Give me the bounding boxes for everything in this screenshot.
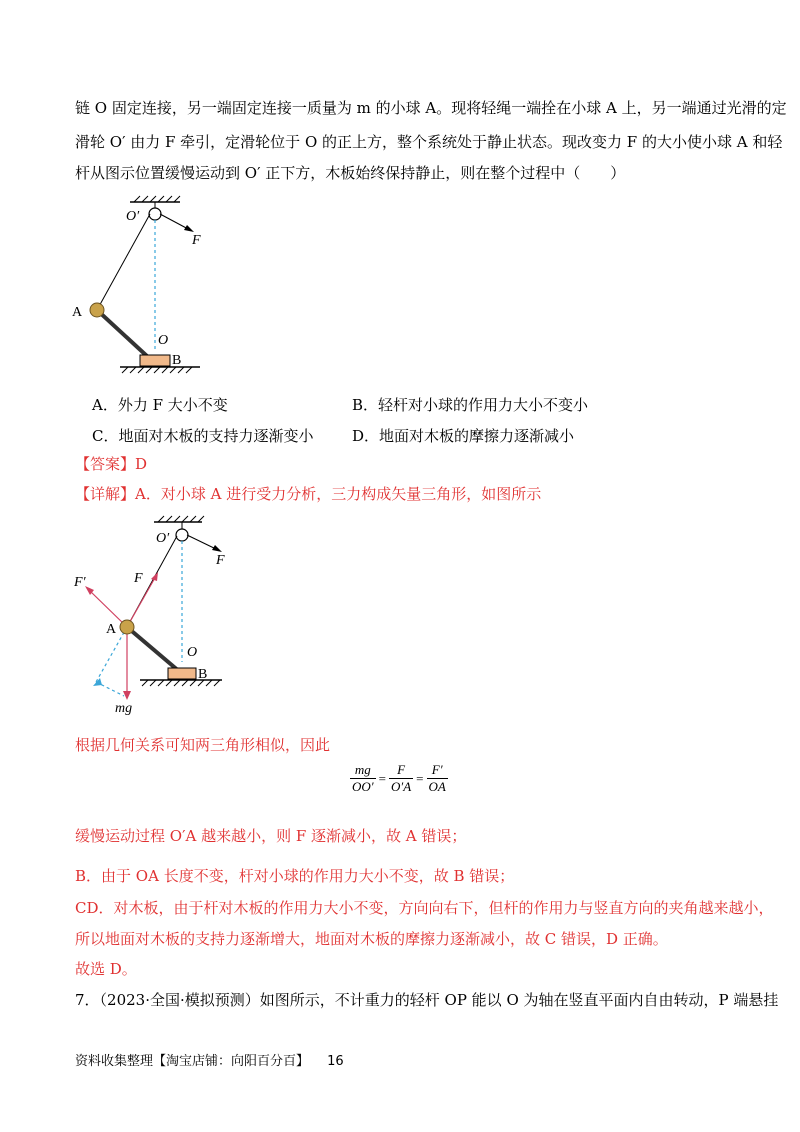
ball-a [90,303,104,317]
label-o: O [158,333,169,348]
pulley [176,529,188,541]
label-f: F [192,233,201,248]
label-a: A [72,305,83,320]
detail-intro: A．对小球 A 进行受力分析，三力构成矢量三角形，如图所示 [135,485,542,503]
label-b: B [198,667,208,682]
explanation-line-cd-1: CD．对木板，由于杆对木板的作用力大小不变，方向向右下，但杆的作用力与竖直方向的夹角越来越小， [75,899,774,917]
figure-2 [70,512,240,717]
label-f: F [134,571,143,586]
ratio-formula [350,762,448,795]
equals-2: = [416,770,424,786]
label-o: O [187,645,198,660]
similar-triangles-line: 根据几何关系可知两三角形相似，因此 [75,736,331,754]
option-c: C．地面对木板的支持力逐渐变小 [92,427,314,445]
next-question-line: 7．（2023·全国·模拟预测）如图所示，不计重力的轻杆 OP 能以 O 为轴在竖直平面内自由转动，P 端悬挂 [75,991,779,1009]
rope [97,214,150,310]
explanation-line-cd-2: 所以地面对木板的支持力逐渐增大，地面对木板的摩擦力逐渐减小，故 C 错误，D 正确。 [75,930,668,948]
force-arrowhead [184,225,194,232]
fraction-3-den: OA [428,779,446,794]
label-f-top: F [216,553,225,568]
question-line-1: 链 O 固定连接，另一端固定连接一质量为 m 的小球 A。现将轻绳一端拴在小球 A 上，另一端通过光滑的定 [75,99,787,117]
question-line-3: 杆从图示位置缓慢运动到 O′ 正下方，木板始终保持静止，则在整个过程中（ ） [75,164,626,182]
force-arrowhead-top [212,545,222,552]
option-d: D．地面对木板的摩擦力逐渐减小 [352,427,575,445]
rod [127,627,180,672]
label-mg: mg [115,701,133,716]
rod [97,310,148,357]
label-a: A [106,622,117,637]
answer-label: 【答案】 [75,455,136,473]
label-o-prime: O′ [156,531,170,546]
label-b: B [172,353,182,368]
answer-value: D [135,455,148,473]
explanation-line-a: 缓慢运动过程 O′A 越来越小，则 F 逐渐减小，故 A 错误； [75,827,467,845]
footer-text: 资料收集整理【淘宝店铺：向阳百分百】 [75,1054,310,1069]
ground-hatch [122,367,192,373]
board [140,355,170,366]
explanation-line-b: B．由于 OA 长度不变，杆对小球的作用力大小不变，故 B 错误； [75,867,515,885]
page-number: 16 [327,1054,344,1069]
fraction-1-num: mg [350,762,376,779]
fraction-2-den: O′A [390,779,412,794]
ball-a [120,620,134,634]
ceiling-hatch [134,196,180,202]
fraction-2-num: F [389,762,413,779]
question-line-2: 滑轮 O′ 由力 F 牵引，定滑轮位于 O 的正上方，整个系统处于静止状态。现改变力 F 的大小使小球 A 和轻 [75,133,783,151]
ceiling-hatch [158,516,204,522]
choose-line: 故选 D。 [75,960,137,978]
ground-hatch [142,680,220,686]
force-f-arrowhead [151,572,158,581]
page-footer [75,1050,344,1069]
triangle-arrowhead [93,678,102,686]
detail-label: 【详解】 [75,485,136,503]
fraction-2 [389,762,413,795]
board [168,668,196,679]
answer-line [75,454,147,474]
fraction-1 [350,762,376,795]
fraction-3-num: F′ [427,762,448,779]
pulley [149,208,161,220]
equals-1: = [378,770,386,786]
option-b: B．轻杆对小球的作用力大小不变小 [352,396,589,414]
fraction-1-den: OO′ [352,779,374,794]
detail-line [75,484,541,504]
label-f-prime: F′ [74,575,86,590]
fraction-3 [427,762,448,795]
figure-1 [70,192,220,382]
label-o-prime: O′ [126,209,140,224]
option-a: A．外力 F 大小不变 [92,396,228,414]
